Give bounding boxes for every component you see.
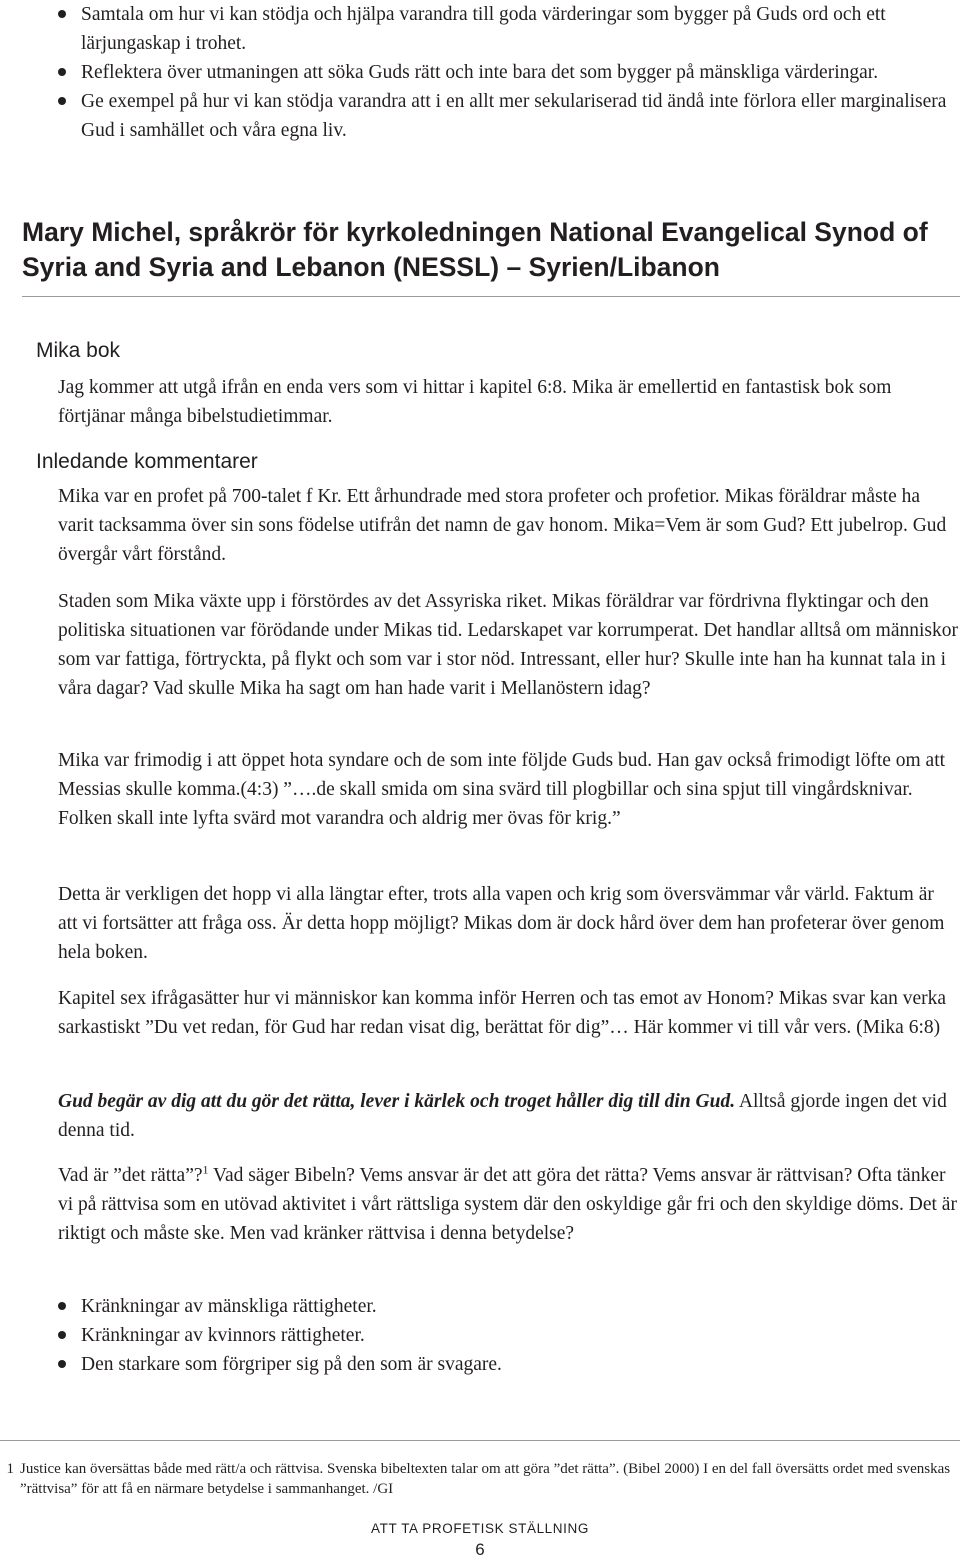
heading-divider — [22, 296, 960, 297]
paragraph-5: Kapitel sex ifrågasätter hur vi människor kan komma inför Herren och tas emot av Honom? Mikas svar kan verka sarkastiskt ”Du vet redan, för Gud har redan visat dig, berättat för dig”… Här kommer vi till vår vers. (Mika 6:8) — [58, 988, 947, 1038]
paragraph-6 — [58, 1087, 958, 1145]
footnote-reference[interactable]: 1 — [202, 1162, 209, 1177]
section-heading: Mary Michel, språkrör för kyrkoledningen National Evangelical Synod of Syria and Syria and Lebanon (NESSL) – Syrien/Libanon — [22, 217, 928, 282]
intro-paragraph: Jag kommer att utgå ifrån en enda vers som vi hittar i kapitel 6:8. Mika är emellertid en fantastisk bok som förtjänar många bibelstudietimmar. — [58, 377, 892, 427]
subheading-inledande-kommentarer: Inledande kommentarer — [36, 450, 258, 473]
paragraph-7 — [58, 1161, 958, 1248]
bible-verse-emphasis: Gud begär av dig att du gör det rätta, lever i kärlek och troget håller dig till din Gud. — [58, 1091, 736, 1112]
subheading-mika-bok: Mika bok — [36, 339, 121, 362]
footnote-text: Justice kan översättas både med rätt/a och rättvisa. Svenska bibeltexten talar om att göra ”det rätta”. (Bibel 2000) I en del fall översätts ordet med svenskas ”rättvisa” för att få en närmare betydelse i sammanhanget. /GI — [20, 1461, 951, 1497]
violations-bullet-list — [58, 1292, 958, 1379]
running-title: ATT TA PROFETISK STÄLLNING — [371, 1521, 589, 1536]
page-number: 6 — [475, 1540, 485, 1559]
paragraph-3: Mika var frimodig i att öppet hota syndare och de som inte följde Guds bud. Han gav också frimodigt löfte om att Messias skulle komma.(4:3) ”….de skall smida om sina svärd till plogbillar och sina spjut till vingårdsknivar. Folken skall inte lyfta svärd mot varandra och aldrig mer övas för krig.” — [58, 750, 946, 829]
list-item: Den starkare som förgriper sig på den som är svagare. — [58, 1350, 958, 1379]
paragraph-7-rest: Vad säger Bibeln? Vems ansvar är det att göra det rätta? Vems ansvar är rättvisan? Ofta tänker vi på rättvisa som en utövad aktivitet i vårt rättsliga system där den oskyldige går fri och den skyldige döms. Det är riktigt och måste ske. Men vad kränker rättvisa i denna betydelse? — [58, 1165, 957, 1244]
paragraph-2: Staden som Mika växte upp i förstördes av det Assyriska riket. Mikas föräldrar var fördrivna flyktingar och den politiska situationen var förödande under Mikas tid. Ledarskapet var korrumperat. Det handlar alltså om människor som var fattiga, förtryckta, på flykt och som var i stor nöd. Intressant, eller hur? Skulle inte han ha kunnat tala in i våra dagar? Vad skulle Mika ha sagt om han hade varit i Mellanöstern idag? — [58, 591, 958, 699]
paragraph-4: Detta är verkligen det hopp vi alla längtar efter, trots alla vapen och krig som översvämmar vår värld. Faktum är att vi fortsätter att fråga oss. Är detta hopp möjligt? Mikas dom är dock hård över dem han profeterar över genom hela boken. — [58, 884, 945, 963]
list-item: Ge exempel på hur vi kan stödja varandra att i en allt mer sekulariserad tid ändå inte förlora eller marginalisera Gud i samhället och våra egna liv. — [58, 87, 958, 145]
footnote-divider — [0, 1440, 960, 1441]
list-item: Samtala om hur vi kan stödja och hjälpa varandra till goda värderingar som bygger på Guds ord och ett lärjungaskap i trohet. — [58, 0, 958, 58]
discussion-bullet-list — [58, 0, 958, 145]
list-item: Reflektera över utmaningen att söka Guds rätt och inte bara det som bygger på mänskliga värderingar. — [58, 58, 958, 87]
list-item: Kränkningar av kvinnors rättigheter. — [58, 1321, 958, 1350]
paragraph-1: Mika var en profet på 700-talet f Kr. Ett århundrade med stora profeter och profetior. Mikas föräldrar måste ha varit tacksamma över sin sons födelse utifrån det namn de gav honom. Mika=Vem är som Gud? Ett jubelrop. Gud övergår vårt förstånd. — [58, 486, 947, 565]
footnote-number: 1 — [6, 1461, 14, 1477]
paragraph-6-rest: Alltså gjorde ingen det vid denna tid. — [58, 1091, 947, 1141]
paragraph-7-start: Vad är ”det rätta”? — [58, 1165, 203, 1186]
list-item: Kränkningar av mänskliga rättigheter. — [58, 1292, 958, 1321]
